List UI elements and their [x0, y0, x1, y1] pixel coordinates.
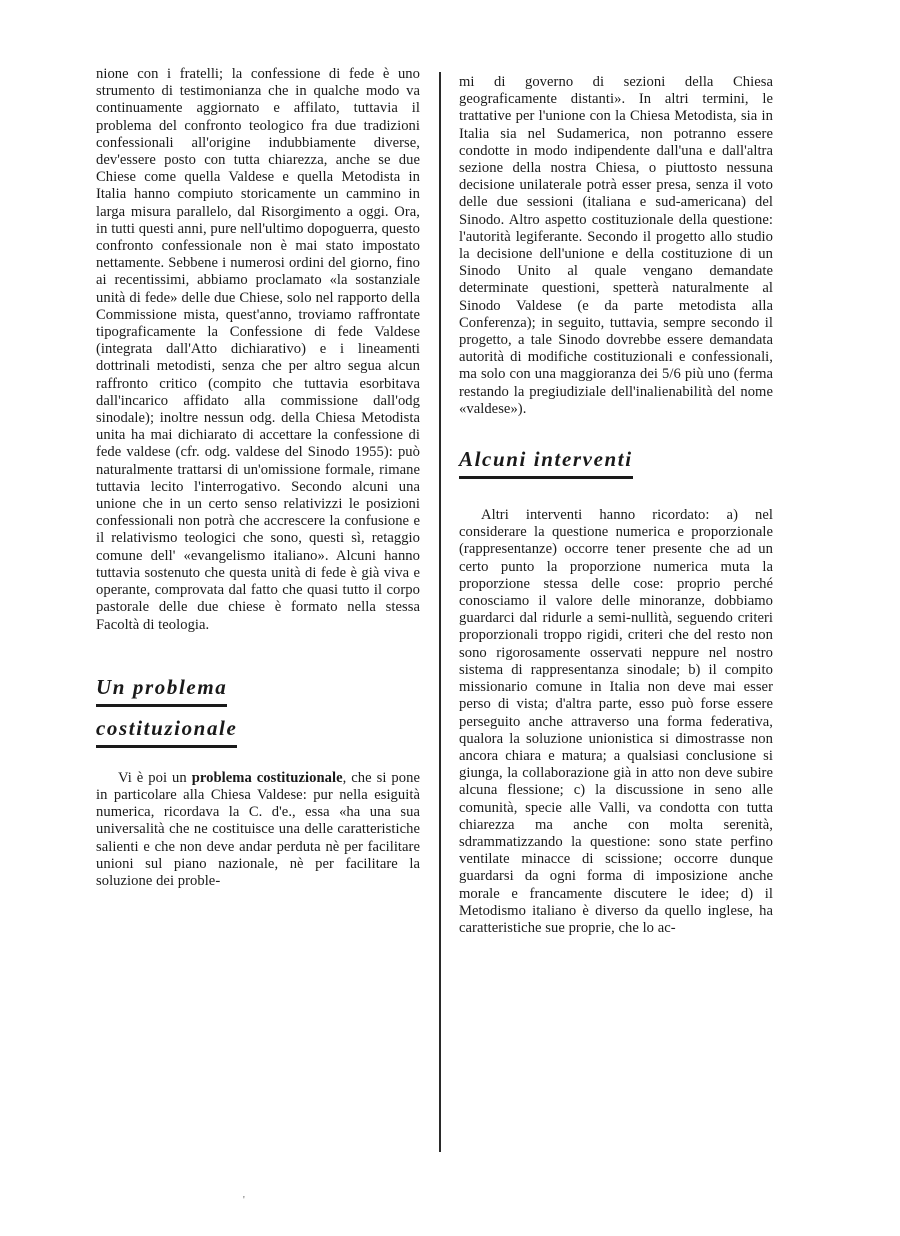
column-divider — [439, 72, 441, 1152]
right-paragraph-2: Altri interventi hanno ricordato: a) nel considerare la questione numerica e proporzionale (rappresentanze) occorre tener presente che ad un certo punto la proporzione numerica muta la proporzione stessa delle cose: proprio perché conosciamo il valore delle minoranze, dobbiamo guardarci dal ridurle a semi-nullità, seguendo criteri proporzionali troppo rigidi, criteri che del resto non sono rigorosamente osservati neppure nel nostro sistema di rappresentanza sinodale; b) il compito missionario comune in Italia non deve mai esser perso di vista; d'altra parte, esso può forse essere perseguito anche attraverso una forma federativa, qualora la soluzione unionistica si dimostrasse non ancora chiara e matura; a qualsiasi conclusione si giunga, la collaborazione già in atto non deve subire alcuna flessione; c) la discussione in seno alle comunità, specie alle Valli, va condotta con tutta chiarezza ma anche con molta serenità, sdrammatizzando la questione: sono state perfino ventilate minacce di scissione; occorre dunque guardarsi da ogni forma di imposizione anche morale e francamente discutere le idee; d) il Metodismo italiano è diverso da quello inglese, ha caratteristiche sue proprie, che lo ac- — [459, 507, 773, 936]
section-heading-costituzionale: costituzionale — [96, 715, 237, 748]
footer-mark: ' — [243, 1195, 245, 1206]
left-paragraph-1: nione con i fratelli; la confessione di fede è uno strumento di testimonianza che in qualche modo va continuamente aggiornato e affilato, tuttavia il problema del confronto teologico fra due tradizioni confessionali all'origine indubbiamente diverse, dev'essere posto con tutta chiarezza, anche se due Chiese come quella Valdese e quella Metodista in Italia hanno compiuto storicamente un cammino in larga misura parallelo, dal Risorgimento a oggi. Ora, in tutti questi anni, pure nell'ultimo dopoguerra, questo confronto confessionale non è mai stato impostato nettamente. Sebbene i numerosi ordini del giorno, fino ai recentissimi, abbiamo proclamato «la sostanziale unità di fede» delle due Chiese, solo nel rapporto della Commissione mista, quest'anno, troviamo raffrontate tipograficamente la Confessione di fede Valdese (integrata dall'Atto dichiarativo) e i lineamenti dottrinali metodisti, senza che per altro segua alcun raffronto critico (compito che tuttavia esorbitava dall'incarico affidato alla commissione dall'odg sinodale); inoltre nessun odg. della Chiesa Metodista unita ha mai dichiarato di accettare la confessione di fede valdese (cfr. odg. valdese del Sinodo 1955): può naturalmente trattarsi di un'omissione formale, rimane tuttavia lecito l'interrogativo. Secondo alcuni una unione che in un certo senso relativizzi le posizioni confessionali non potrà che accrescere la confusione e il relativismo teologici che sono, questi sì, retaggio comune dell' «evangelismo italiano». Alcuni hanno tuttavia sostenuto che questa unità di fede è già viva e operante, comprovata dal fatto che quasi tutto il corpo pastorale delle due chiese è formato nella stessa Facoltà di teologia. — [96, 66, 420, 633]
left-column — [96, 66, 420, 890]
right-paragraph-1: mi di governo di sezioni della Chiesa geograficamente distanti». In altri termini, le trattative per l'unione con la Chiesa Metodista, sia in Italia sia nel Sudamerica, non potranno essere condotte in modo indipendente dall'una e dall'altra sezione della nostra Chiesa, o piuttosto nessuna decisione unilaterale potrà esser presa, senza il voto delle due sessioni (italiana e sud-americana) del Sinodo. Altro aspetto costituzionale della questione: l'autorità legiferante. Secondo il progetto allo studio la decisione dell'unione e della costituzione di un Sinodo Unito al quale vengano demandate determinate questioni, spetterà naturalmente al Sinodo Valdese (e da parte metodista alla Conferenza); in seguito, tuttavia, sempre secondo il progetto, a tale Sinodo dovrebbe essere demandata autorità di modifiche costituzionali e confessionali, ma solo con una maggioranza dei 5/6 più uno (ferma restando la pregiudiziale dell'inalienabilità del nome «valdese»). — [459, 74, 773, 417]
left-paragraph-2 — [96, 770, 420, 890]
section-heading-alcuni-interventi: Alcuni interventi — [459, 446, 633, 479]
section-heading-un-problema: Un problema — [96, 674, 227, 707]
p2-bold-text: problema costituzionale — [191, 769, 343, 786]
p2-start-text: Vi è poi un — [118, 769, 192, 786]
p2-rest-text: , che si pone in particolare alla Chiesa Valdese: pur nella esiguità numerica, ricordava la C. d'e., essa «ha una sua universalità che ne costituisce una delle caratteristiche salienti e che non deve andar perduta nè per facilitare unioni sul piano nazionale, nè per facilitare la soluzione dei proble- — [96, 769, 420, 889]
right-column — [459, 74, 773, 937]
